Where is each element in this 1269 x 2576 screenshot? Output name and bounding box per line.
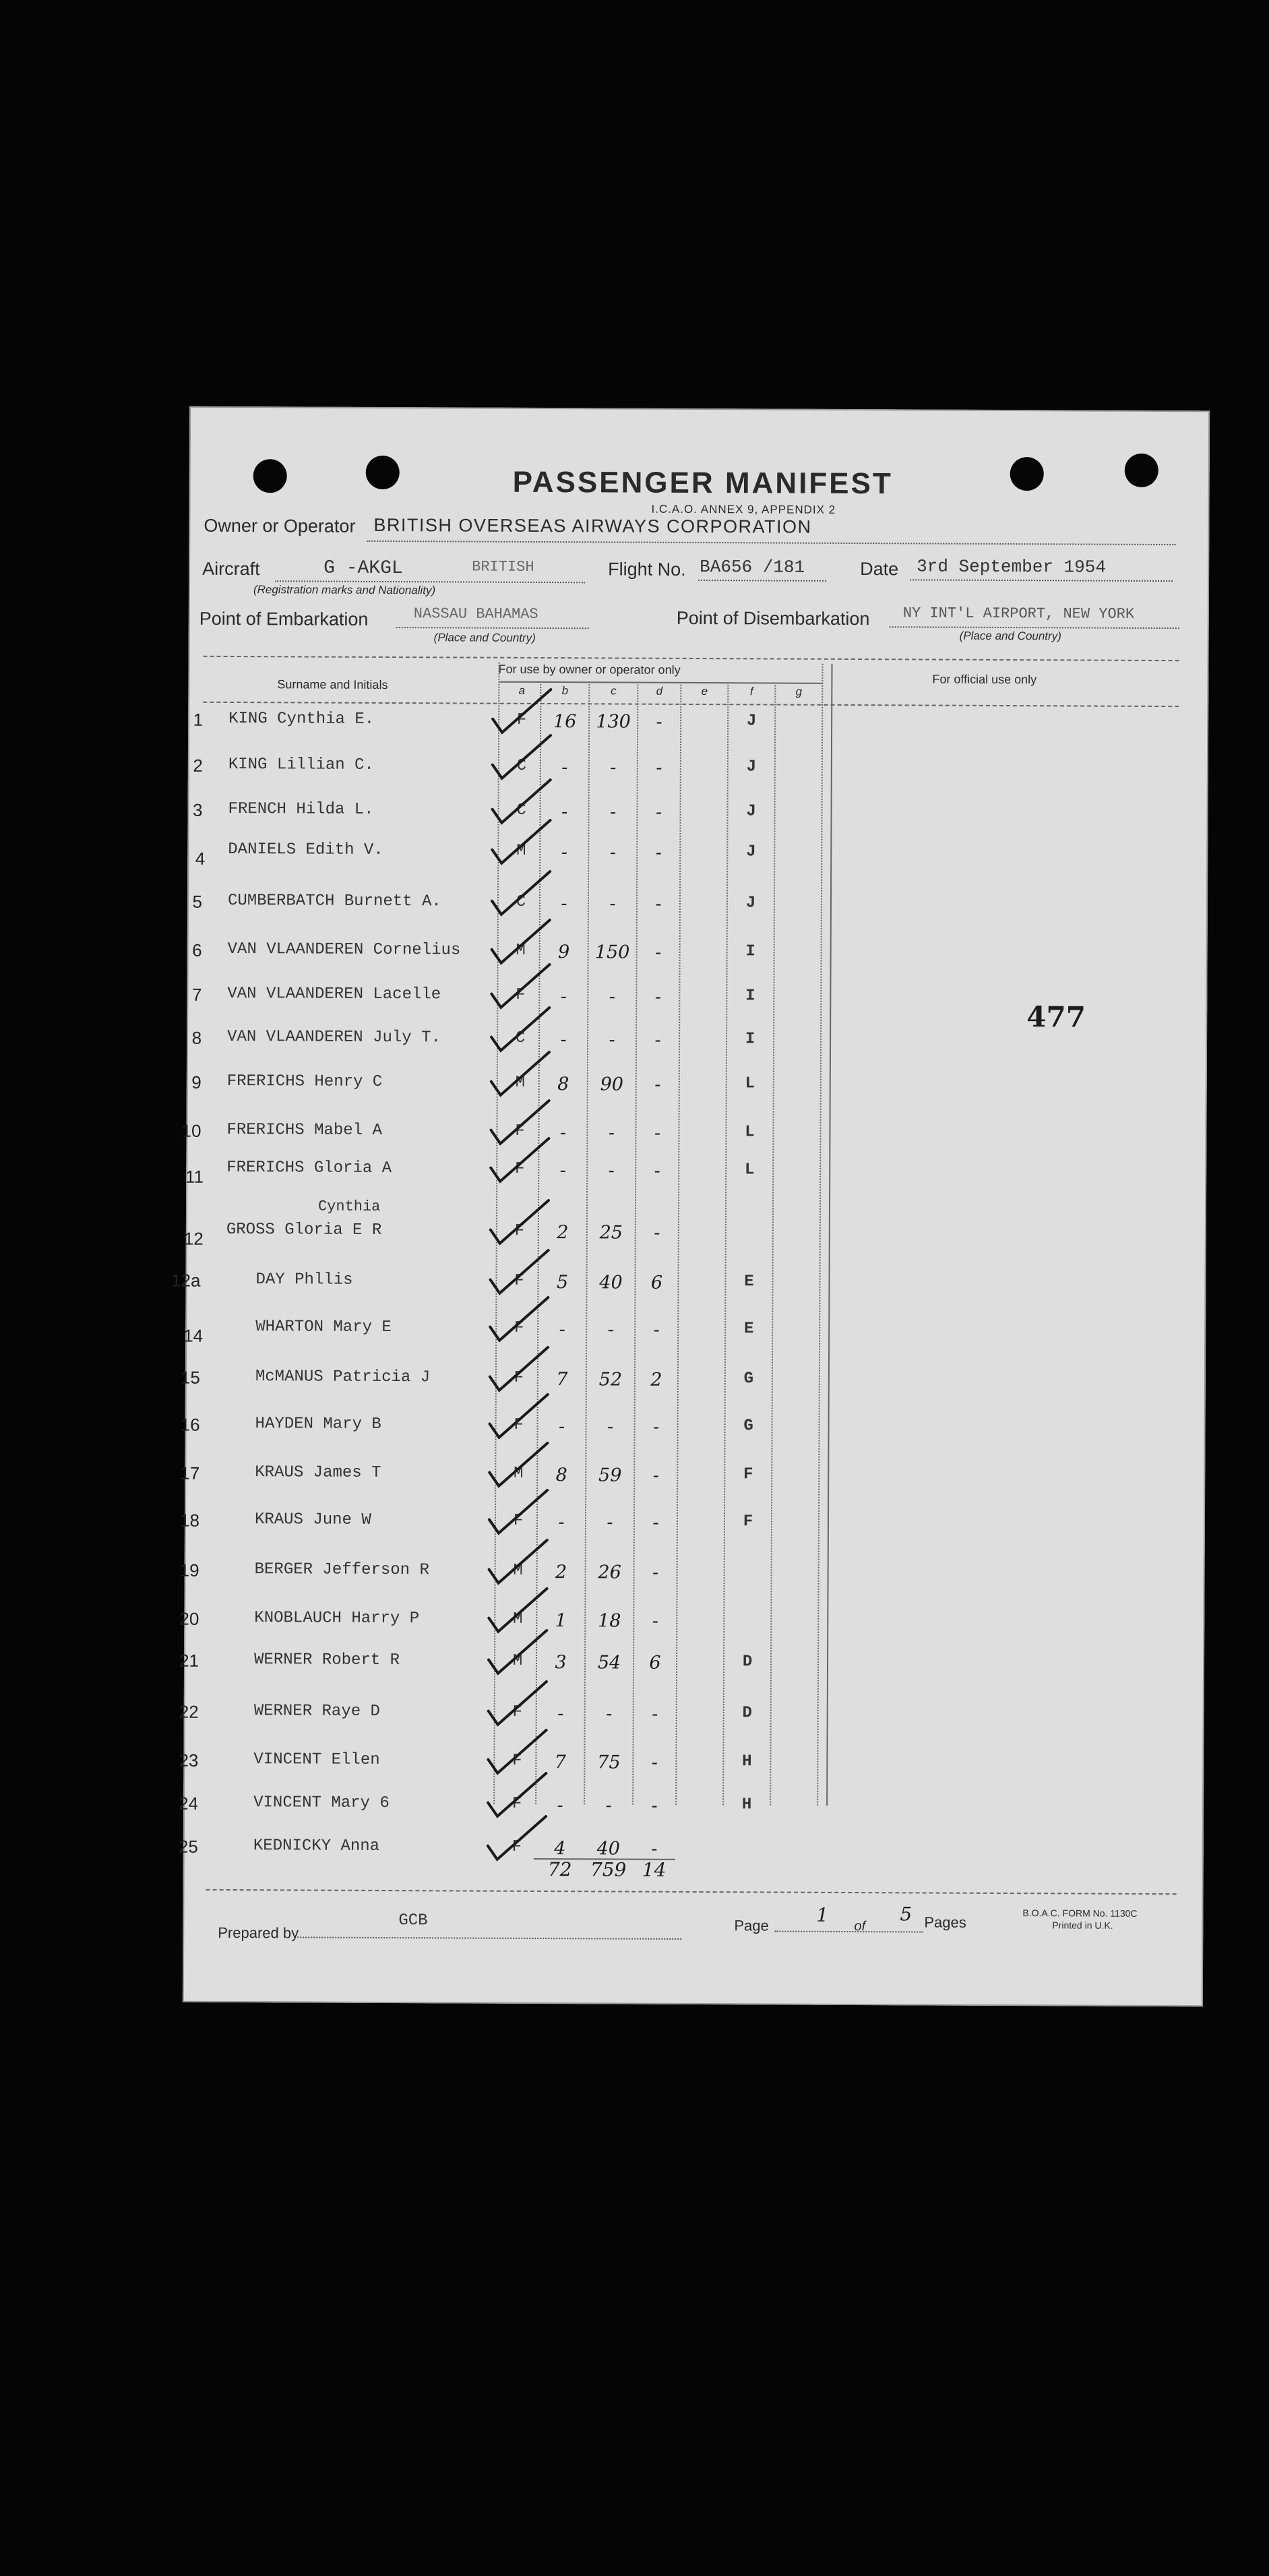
cell-b: 8 xyxy=(555,1465,567,1486)
cell-c: 26 xyxy=(598,1562,621,1583)
row-number: 20 xyxy=(179,1608,199,1629)
cell-c: 25 xyxy=(599,1222,623,1244)
of-label: of xyxy=(854,1919,866,1934)
total-b: 72 xyxy=(547,1858,572,1881)
row-number: 9 xyxy=(191,1072,202,1093)
cell-a: F xyxy=(515,1122,525,1140)
check-mark xyxy=(490,1394,548,1438)
cell-b: - xyxy=(560,986,567,1008)
check-mark xyxy=(489,1682,547,1725)
cell-b: - xyxy=(559,1160,566,1182)
cell-f: J xyxy=(746,712,757,731)
official-number: 477 xyxy=(1026,1000,1086,1034)
cell-d: - xyxy=(652,1465,659,1486)
cell-f: H xyxy=(742,1752,752,1771)
embarkation-note: (Place and Country) xyxy=(433,631,536,644)
surname-header: Surname and Initials xyxy=(277,677,388,692)
name-correction: Cynthia xyxy=(317,1198,381,1215)
cell-d: - xyxy=(652,1703,658,1725)
row-number: 3 xyxy=(193,799,203,820)
cell-a: F xyxy=(514,1271,524,1290)
passenger-name: HAYDEN Mary B xyxy=(255,1415,381,1434)
cell-d: - xyxy=(652,1416,660,1438)
cell-a: F xyxy=(512,1703,522,1721)
row-number: 21 xyxy=(179,1650,199,1671)
page-label: Page xyxy=(734,1917,769,1934)
printed-in: Printed in U.K. xyxy=(1052,1920,1113,1931)
cell-f: L xyxy=(744,1161,755,1179)
sub-col-a: a xyxy=(518,683,526,697)
cell-a: F xyxy=(514,1159,525,1178)
cell-f: J xyxy=(746,802,756,821)
cell-a: F xyxy=(512,1837,522,1856)
row-number: 4 xyxy=(195,848,206,869)
page-value: 1 xyxy=(816,1903,829,1926)
cell-c: 130 xyxy=(596,711,631,733)
row-number: 25 xyxy=(178,1836,198,1857)
cell-c: 18 xyxy=(598,1610,621,1632)
cell-f: G xyxy=(743,1370,754,1388)
sub-col-d: d xyxy=(656,684,663,698)
cell-b: - xyxy=(560,1029,567,1051)
flight-label: Flight No. xyxy=(608,559,686,580)
cell-f: J xyxy=(746,758,757,776)
cell-c: 75 xyxy=(597,1752,621,1773)
row-number: 5 xyxy=(192,891,203,912)
check-mark xyxy=(493,735,551,778)
row-number: 6 xyxy=(192,940,202,960)
cell-c: 90 xyxy=(600,1074,624,1095)
check-mark xyxy=(488,1773,546,1816)
passenger-name: KRAUS June W xyxy=(254,1510,371,1529)
passenger-name: VINCENT Mary 6 xyxy=(253,1793,390,1813)
cell-d: - xyxy=(651,1752,658,1773)
pages-label: Pages xyxy=(924,1913,966,1931)
row-number: 22 xyxy=(179,1701,199,1722)
cell-b: 9 xyxy=(557,942,570,963)
cell-c: 54 xyxy=(597,1652,621,1674)
row-number: 8 xyxy=(191,1027,202,1048)
passenger-name: McMANUS Patricia J xyxy=(255,1368,431,1387)
cell-b: - xyxy=(559,1319,565,1341)
cell-c: - xyxy=(606,1703,613,1725)
cell-f: F xyxy=(743,1512,753,1531)
cell-c: - xyxy=(607,1319,614,1341)
owner-value: BRITISH OVERSEAS AIRWAYS CORPORATION xyxy=(373,514,812,537)
cell-f: D xyxy=(742,1653,753,1672)
check-mark xyxy=(490,1347,548,1390)
cell-f: F xyxy=(743,1465,753,1484)
check-mark xyxy=(492,780,550,823)
check-mark xyxy=(491,1008,549,1051)
cell-a: M xyxy=(516,941,526,960)
passenger-name: KING Lillian C. xyxy=(228,755,374,774)
cell-c: - xyxy=(608,1122,615,1144)
cell-c: - xyxy=(609,986,615,1008)
sub-col-f: f xyxy=(749,685,753,698)
cell-a: M xyxy=(512,1651,523,1670)
passenger-name: DAY Phllis xyxy=(255,1270,353,1289)
row-number: 14 xyxy=(183,1325,204,1346)
row-number: 23 xyxy=(179,1750,199,1771)
row-number: 12 xyxy=(183,1228,204,1249)
row-number: 11 xyxy=(185,1166,204,1187)
cell-d: - xyxy=(656,757,662,778)
cell-f: J xyxy=(746,842,756,861)
check-mark xyxy=(491,1200,549,1244)
cell-c: 59 xyxy=(598,1465,622,1486)
cell-f: E xyxy=(744,1272,754,1291)
check-mark xyxy=(489,1589,547,1632)
disembarkation-value: NY INT'L AIRPORT, NEW YORK xyxy=(902,605,1135,623)
cell-f: L xyxy=(745,1074,755,1093)
check-mark xyxy=(492,920,550,963)
cell-d: - xyxy=(655,893,662,915)
cell-b: - xyxy=(561,893,567,915)
cell-a: C xyxy=(516,892,526,911)
cell-a: M xyxy=(513,1561,523,1580)
cell-b: 4 xyxy=(554,1838,566,1860)
cell-d: - xyxy=(652,1562,659,1583)
cell-c: - xyxy=(609,801,617,823)
prepared-label: Prepared by xyxy=(218,1924,299,1942)
manifest-subtitle: I.C.A.O. ANNEX 9, APPENDIX 2 xyxy=(651,502,836,516)
cell-d: - xyxy=(654,1222,660,1244)
passenger-name: VINCENT Ellen xyxy=(253,1750,380,1769)
check-mark xyxy=(492,820,550,863)
disembarkation-note: (Place and Country) xyxy=(959,629,1061,643)
cell-b: 2 xyxy=(557,1222,569,1244)
row-number: 12a xyxy=(171,1270,201,1291)
passenger-name: WERNER Robert R xyxy=(253,1651,400,1670)
passenger-name: FRENCH Hilda L. xyxy=(228,799,374,819)
cell-a: F xyxy=(512,1794,522,1813)
owner-label: Owner or Operator xyxy=(204,515,356,536)
row-number: 2 xyxy=(193,755,203,776)
passenger-name: DANIELS Edith V. xyxy=(228,840,383,859)
cell-f: I xyxy=(745,987,755,1006)
cell-f: E xyxy=(743,1320,754,1339)
check-mark xyxy=(489,1443,547,1486)
cell-d: 6 xyxy=(649,1652,661,1674)
row-number: 24 xyxy=(179,1793,199,1814)
check-mark xyxy=(488,1816,546,1860)
date-label: Date xyxy=(860,559,899,580)
cell-b: 1 xyxy=(555,1610,567,1632)
manifest-sheet xyxy=(171,406,1210,2007)
cell-a: M xyxy=(516,841,526,860)
cell-a: M xyxy=(513,1609,523,1628)
cell-d: - xyxy=(655,942,662,963)
cell-f: D xyxy=(742,1704,752,1723)
passenger-name: VAN VLAANDEREN Lacelle xyxy=(227,984,441,1004)
cell-b: 8 xyxy=(557,1074,569,1095)
cell-d: - xyxy=(653,1319,660,1341)
date-value: 3rd September 1954 xyxy=(917,556,1107,578)
cell-b: - xyxy=(558,1512,565,1533)
sub-col-e: e xyxy=(701,685,708,698)
cell-c: 40 xyxy=(596,1838,621,1860)
cell-b: - xyxy=(561,757,568,778)
disembarkation-label: Point of Disembarkation xyxy=(676,607,870,630)
prepared-value: GCB xyxy=(398,1911,428,1930)
check-mark xyxy=(491,964,549,1008)
cell-c: - xyxy=(607,1512,613,1533)
passenger-name: VAN VLAANDEREN Cornelius xyxy=(227,940,461,960)
cell-d: - xyxy=(655,801,662,823)
cell-c: - xyxy=(607,1416,614,1438)
row-number: 1 xyxy=(193,709,204,730)
passenger-name: VAN VLAANDEREN July T. xyxy=(227,1027,441,1047)
row-number: 17 xyxy=(180,1463,200,1483)
row-number: 16 xyxy=(180,1414,200,1435)
cell-b: - xyxy=(559,1122,567,1144)
cell-d: - xyxy=(654,1029,661,1051)
cell-a: C xyxy=(516,801,526,820)
cell-d: 2 xyxy=(650,1369,662,1390)
check-mark xyxy=(489,1540,547,1583)
passenger-name: FRERICHS Henry C xyxy=(226,1072,383,1091)
cell-c: - xyxy=(609,842,616,863)
check-mark xyxy=(491,1101,549,1144)
cell-a: C xyxy=(515,1029,526,1047)
cell-f: L xyxy=(745,1123,755,1142)
aircraft-nationality: BRITISH xyxy=(472,558,534,576)
cell-a: F xyxy=(514,1415,524,1434)
form-number: B.O.A.C. FORM No. 1130C xyxy=(1022,1907,1138,1919)
cell-d: - xyxy=(654,1122,661,1144)
official-use-header: For official use only xyxy=(932,672,1037,687)
cell-b: - xyxy=(561,801,568,823)
flight-value: BA656 /181 xyxy=(700,557,805,578)
cell-b: 7 xyxy=(554,1752,567,1773)
cell-c: 40 xyxy=(599,1272,623,1293)
cell-b: 5 xyxy=(556,1272,569,1293)
check-mark xyxy=(490,1250,548,1293)
cell-c: - xyxy=(605,1795,612,1816)
cell-f: J xyxy=(745,894,756,913)
cell-d: - xyxy=(651,1795,658,1816)
cell-b: - xyxy=(561,842,567,863)
cell-b: 7 xyxy=(556,1369,568,1390)
cell-c: 52 xyxy=(598,1369,623,1390)
cell-d: - xyxy=(652,1610,658,1632)
cell-c: - xyxy=(610,757,617,778)
cell-b: - xyxy=(557,1703,564,1725)
cell-f: I xyxy=(745,1030,755,1049)
passenger-name: FRERICHS Mabel A xyxy=(226,1120,382,1140)
cell-a: F xyxy=(516,985,526,1004)
cell-b: - xyxy=(557,1795,563,1816)
manifest-title: PASSENGER MANIFEST xyxy=(512,465,893,501)
cell-a: F xyxy=(513,1511,524,1530)
check-mark xyxy=(492,871,550,915)
row-number: 19 xyxy=(179,1560,199,1581)
cell-b: 2 xyxy=(555,1562,567,1583)
aircraft-label: Aircraft xyxy=(202,558,260,580)
of-value: 5 xyxy=(900,1903,912,1926)
aircraft-note: (Registration marks and Nationality) xyxy=(253,583,436,597)
cell-d: - xyxy=(654,1160,660,1182)
passenger-name: CUMBERBATCH Burnett A. xyxy=(227,891,441,911)
check-mark xyxy=(489,1630,547,1674)
passenger-name: FRERICHS Gloria A xyxy=(226,1158,392,1178)
cell-d: - xyxy=(651,1838,658,1860)
row-number: 15 xyxy=(180,1367,200,1388)
row-number: 7 xyxy=(191,984,202,1005)
embarkation-label: Point of Embarkation xyxy=(199,608,369,630)
cell-d: 6 xyxy=(650,1272,663,1293)
cell-a: F xyxy=(514,1368,524,1387)
check-mark xyxy=(489,1490,547,1533)
cell-b: 16 xyxy=(553,711,577,733)
cell-c: 150 xyxy=(594,942,630,963)
check-mark xyxy=(488,1730,546,1773)
cell-d: - xyxy=(652,1512,659,1533)
cell-b: 3 xyxy=(555,1652,567,1674)
cell-d: - xyxy=(655,842,662,863)
passenger-name: GROSS Gloria E R xyxy=(226,1220,382,1239)
embarkation-value: NASSAU BAHAMAS xyxy=(413,605,538,623)
cell-c: - xyxy=(609,893,616,915)
passenger-name: KEDNICKY Anna xyxy=(253,1837,380,1856)
passenger-name: WERNER Raye D xyxy=(253,1702,381,1721)
check-mark xyxy=(491,1052,549,1095)
owner-use-header: For use by owner or operator only xyxy=(498,662,681,677)
cell-f: H xyxy=(741,1796,752,1814)
cell-a: F xyxy=(516,710,527,729)
cell-a: F xyxy=(512,1751,522,1770)
cell-d: - xyxy=(654,1074,661,1095)
cell-f: I xyxy=(745,942,755,961)
sub-col-c: c xyxy=(611,684,617,698)
cell-c: - xyxy=(609,1029,615,1051)
sub-col-g: g xyxy=(795,685,803,698)
cell-f: G xyxy=(743,1417,753,1436)
passenger-name: WHARTON Mary E xyxy=(255,1318,392,1337)
check-mark xyxy=(490,1297,548,1341)
check-marks xyxy=(183,406,1210,2007)
total-c: 759 xyxy=(590,1858,627,1881)
cell-b: - xyxy=(558,1416,565,1438)
cell-d: - xyxy=(654,986,661,1008)
cell-c: - xyxy=(608,1160,615,1182)
passenger-name: KNOBLAUCH Harry P xyxy=(254,1609,420,1628)
passenger-name: KING Cynthia E. xyxy=(228,709,375,729)
passenger-name: BERGER Jefferson R xyxy=(254,1560,429,1580)
sub-col-b: b xyxy=(561,684,569,698)
cell-a: F xyxy=(514,1318,524,1337)
cell-a: F xyxy=(514,1221,525,1240)
row-number: 18 xyxy=(179,1510,200,1531)
cell-a: M xyxy=(514,1464,524,1483)
cell-d: - xyxy=(656,711,662,733)
row-number: 10 xyxy=(181,1120,202,1141)
cell-a: C xyxy=(516,756,527,775)
cell-a: M xyxy=(515,1073,526,1092)
check-mark xyxy=(493,689,551,733)
total-d: 14 xyxy=(642,1858,667,1881)
passenger-name: KRAUS James T xyxy=(255,1463,381,1482)
aircraft-value: G -AKGL xyxy=(323,557,403,580)
